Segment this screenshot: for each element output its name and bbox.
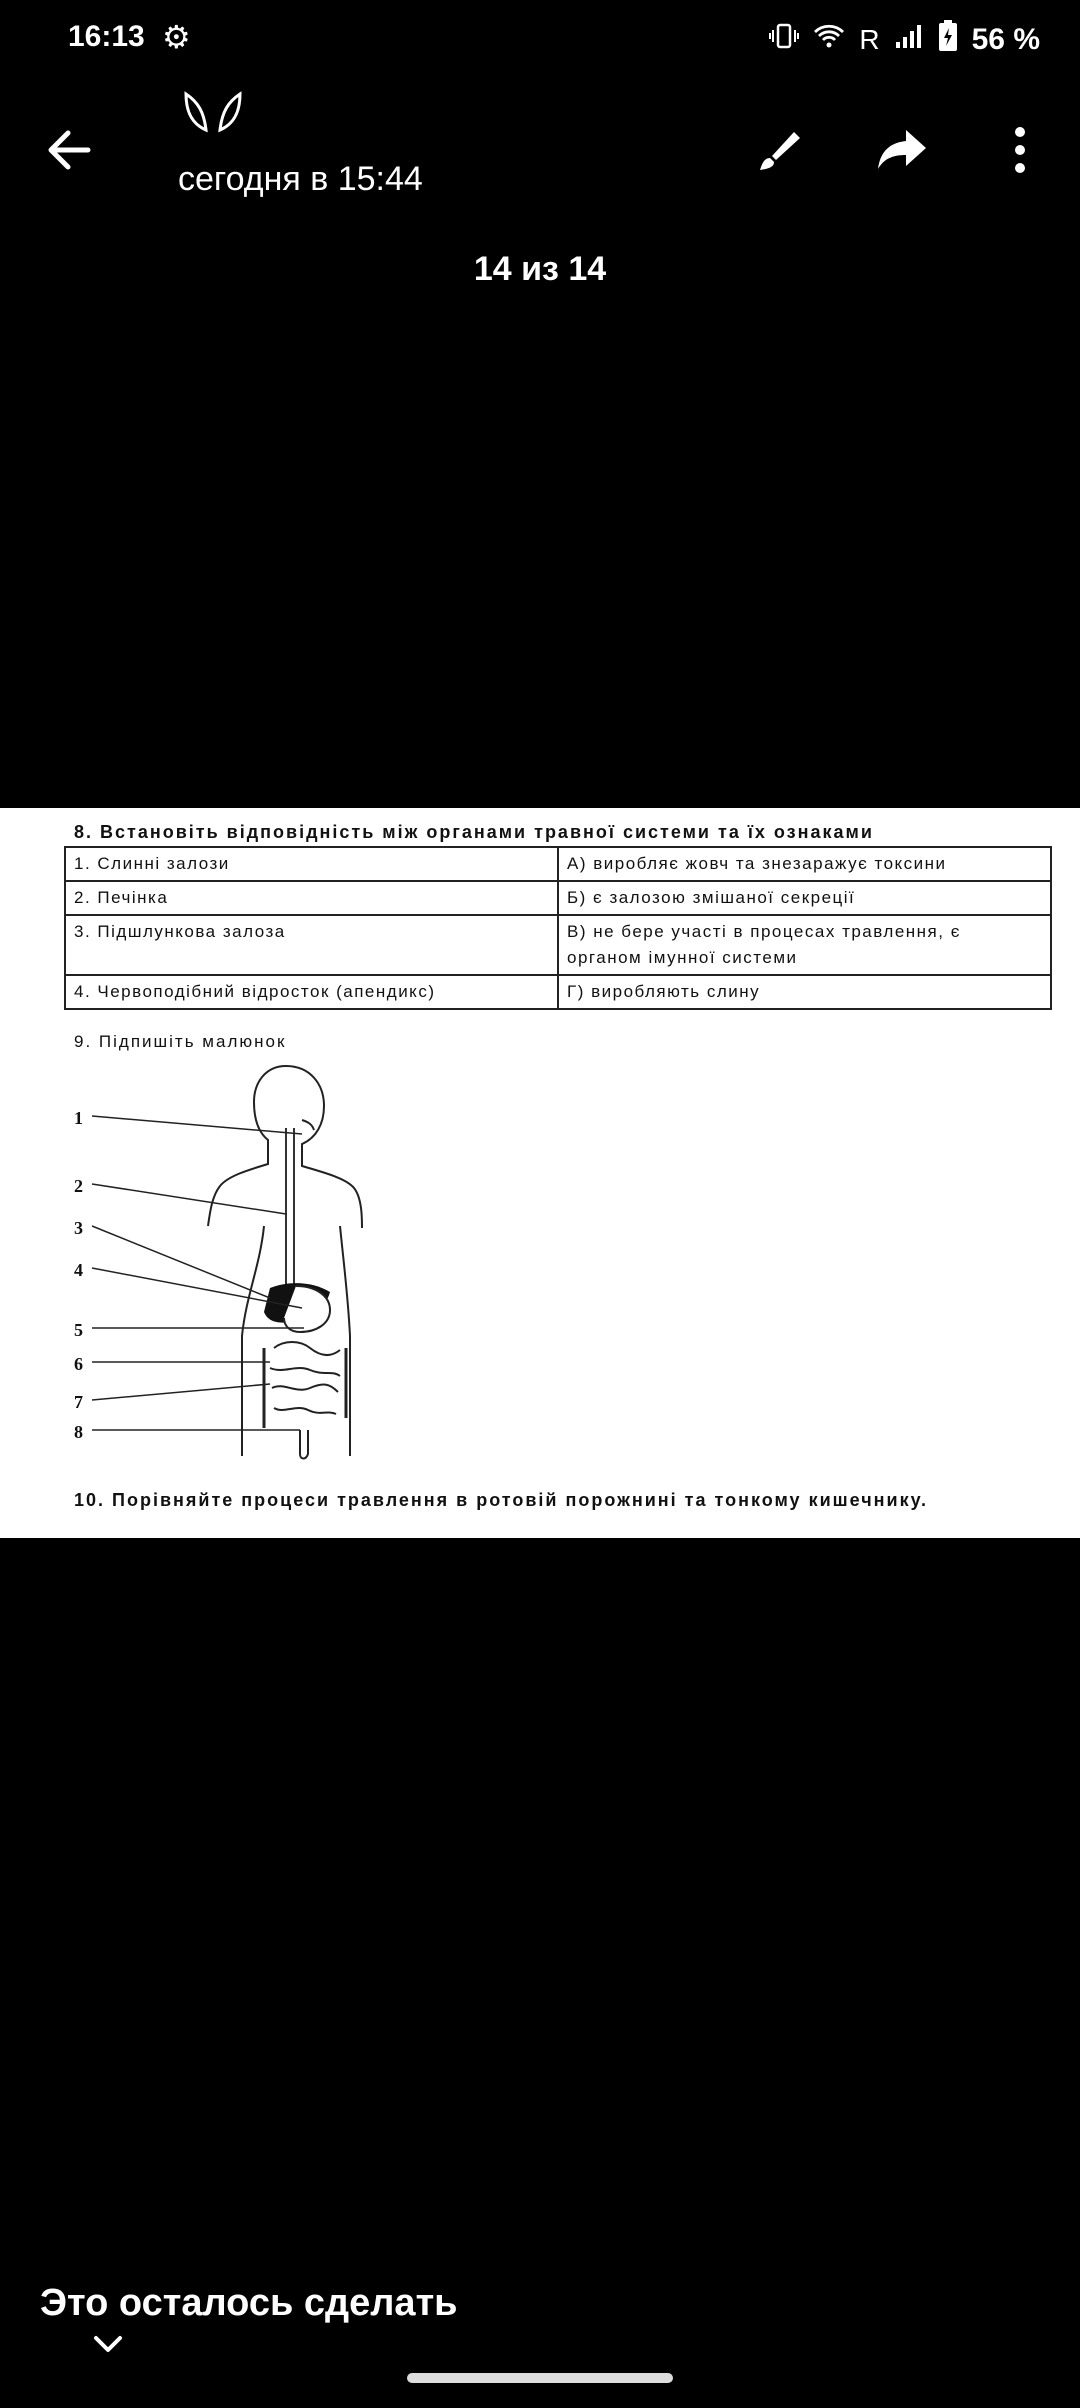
diagram-label: 6: [74, 1354, 83, 1374]
diagram-label: 5: [74, 1320, 83, 1340]
organ-cell: 1. Слинні залози: [65, 847, 558, 881]
feature-cell: Г) виробляють слину: [558, 975, 1051, 1009]
feature-cell: Б) є залозою змішаної секреції: [558, 881, 1051, 915]
image-counter: 14 из 14: [473, 250, 607, 288]
matching-table: [64, 846, 1052, 1010]
feature-cell: А) виробляє жовч та знезаражує токсини: [558, 847, 1051, 881]
table-row: [65, 975, 1051, 1009]
diagram-label: 8: [74, 1422, 83, 1442]
question-9-title: 9. Підпишіть малюнок: [74, 1032, 287, 1051]
wifi-icon: [813, 23, 845, 56]
organ-cell: 4. Червоподібний відросток (апендикс): [65, 975, 558, 1009]
chevron-down-icon[interactable]: [88, 2330, 128, 2360]
diagram-label: 3: [74, 1218, 83, 1238]
digestive-system-diagram: [74, 1058, 434, 1442]
roaming-indicator: R: [859, 23, 880, 55]
organ-cell: 2. Печінка: [65, 881, 558, 915]
vibrate-icon: [769, 22, 799, 57]
table-row: [65, 881, 1051, 915]
question-8-title: 8. Встановіть відповідність між органами травної системи та їх ознаками: [74, 822, 874, 842]
battery-charging-icon: [938, 20, 958, 59]
top-app-bar: [0, 90, 1080, 220]
organ-cell: 3. Підшлункова залоза: [65, 915, 558, 975]
status-time: 16:13: [68, 20, 145, 53]
image-caption[interactable]: Это осталось сделать: [40, 2282, 458, 2324]
battery-percent: 56 %: [971, 22, 1040, 56]
question-10-title: 10. Порівняйте процеси травлення в ротовій порожнині та тонкому кишечнику.: [74, 1490, 929, 1510]
diagram-label: 7: [74, 1392, 83, 1412]
more-options-icon[interactable]: [1000, 120, 1060, 180]
table-row: [65, 915, 1051, 975]
signal-icon: [894, 23, 924, 56]
diagram-label: 1: [74, 1108, 83, 1128]
feature-cell: В) не бере участі в процесах травлення, є органом імунної системи: [558, 915, 1051, 975]
settings-gear-icon: ⚙: [162, 19, 191, 55]
share-forward-icon[interactable]: [872, 120, 932, 180]
status-bar: [0, 0, 1080, 80]
status-icons: [769, 20, 1040, 59]
sender-logo-icon: [178, 90, 248, 140]
diagram-label: 2: [74, 1176, 83, 1196]
sent-time: сегодня в 15:44: [178, 160, 423, 198]
body-outline-drawing: [74, 1058, 434, 1468]
diagram-label: 4: [74, 1260, 83, 1280]
document-image[interactable]: [0, 808, 1080, 1538]
brush-edit-icon[interactable]: [752, 120, 812, 180]
home-indicator[interactable]: [407, 2373, 673, 2383]
back-arrow-icon[interactable]: [40, 120, 100, 180]
table-row: [65, 847, 1051, 881]
